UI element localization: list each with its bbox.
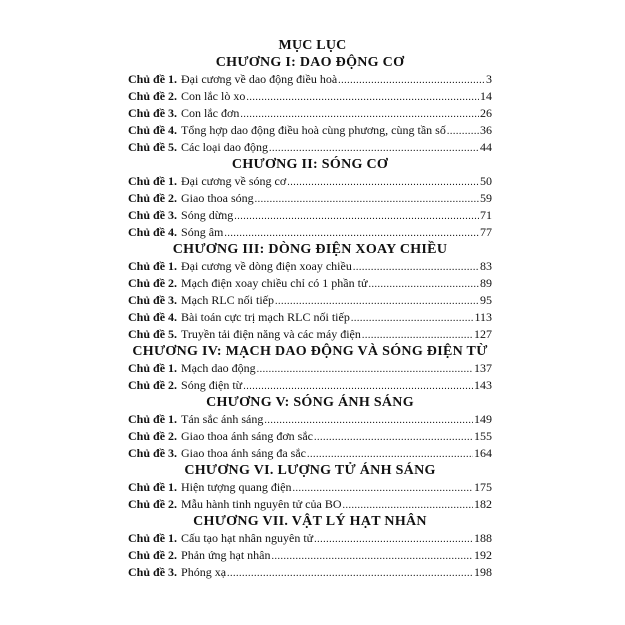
dot-leader (338, 72, 485, 89)
entry-label: Chủ đề 4. (128, 225, 178, 239)
entry-page-number: 83 (480, 259, 492, 273)
toc-entry (128, 190, 492, 207)
entry-page-number: 44 (480, 140, 492, 154)
entry-label: Chủ đề 2. (128, 548, 178, 562)
entry-label: Chủ đề 1. (128, 531, 178, 545)
dot-leader (243, 378, 473, 395)
entry-page-number: 175 (474, 480, 492, 494)
entry-page-number: 26 (480, 106, 492, 120)
toc-entry (128, 547, 492, 564)
entry-page-number: 50 (480, 174, 492, 188)
entry-label: Chủ đề 2. (128, 191, 178, 205)
dot-leader (234, 208, 479, 225)
entry-title: Sóng dừng (181, 208, 234, 222)
entry-page-number: 127 (474, 327, 492, 341)
toc-entry (128, 224, 492, 241)
entry-label: Chủ đề 1. (128, 361, 178, 375)
toc-entry (128, 105, 492, 122)
toc-entry (128, 292, 492, 309)
entry-page-number: 113 (474, 310, 492, 324)
entry-label: Chủ đề 3. (128, 106, 178, 120)
entry-title: Giao thoa ánh sáng đơn sắc (181, 429, 313, 443)
dot-leader (314, 429, 473, 446)
entry-label: Chủ đề 1. (128, 480, 178, 494)
dot-leader (447, 123, 479, 140)
dot-leader (353, 259, 479, 276)
toc-entry (128, 88, 492, 105)
dot-leader (269, 140, 479, 157)
entry-label: Chủ đề 3. (128, 565, 178, 579)
entry-label: Chủ đề 1. (128, 72, 178, 86)
dot-leader (227, 565, 473, 582)
entry-label: Chủ đề 5. (128, 327, 178, 341)
dot-leader (351, 310, 474, 327)
toc-entry (128, 360, 492, 377)
entry-title: Phản ứng hạt nhân (181, 548, 271, 562)
entry-label: Chủ đề 2. (128, 429, 178, 443)
toc-entry (128, 564, 492, 581)
entry-title: Sóng điện từ (181, 378, 243, 392)
entry-page-number: 188 (474, 531, 492, 545)
dot-leader (275, 293, 479, 310)
entry-title: Truyền tải điện năng và các máy điện (181, 327, 361, 341)
entry-title: Con lắc đơn (181, 106, 240, 120)
entry-label: Chủ đề 2. (128, 89, 178, 103)
dot-leader (293, 480, 473, 497)
chapter-heading: CHƯƠNG VI. LƯỢNG TỬ ÁNH SÁNG (184, 463, 436, 478)
entry-label: Chủ đề 4. (128, 310, 178, 324)
entry-title: Mạch dao động (181, 361, 256, 375)
entry-page-number: 164 (474, 446, 492, 460)
chapter-heading: CHƯƠNG V: SÓNG ÁNH SÁNG (206, 395, 414, 410)
entry-label: Chủ đề 5. (128, 140, 178, 154)
entry-title: Mạch điện xoay chiều chỉ có 1 phần tử (181, 276, 368, 290)
entry-label: Chủ đề 3. (128, 446, 178, 460)
entry-title: Giao thoa sóng (181, 191, 254, 205)
entry-page-number: 71 (480, 208, 492, 222)
entry-label: Chủ đề 2. (128, 276, 178, 290)
entry-label: Chủ đề 1. (128, 412, 178, 426)
dot-leader (272, 548, 473, 565)
dot-leader (240, 106, 479, 123)
chapter-heading: CHƯƠNG IV: MẠCH DAO ĐỘNG VÀ SÓNG ĐIỆN TỪ (132, 344, 488, 359)
toc-entry (128, 445, 492, 462)
entry-page-number: 95 (480, 293, 492, 307)
entry-page-number: 59 (480, 191, 492, 205)
chapter-heading: CHƯƠNG I: DAO ĐỘNG CƠ (215, 55, 405, 70)
toc-entry (128, 173, 492, 190)
entry-title: Mẫu hành tinh nguyên tử của BO (181, 497, 342, 511)
dot-leader (224, 225, 479, 242)
entry-title: Cấu tạo hạt nhân nguyên tử (181, 531, 314, 545)
dot-leader (287, 174, 479, 191)
entry-title: Mạch RLC nối tiếp (181, 293, 275, 307)
entry-page-number: 77 (480, 225, 492, 239)
entry-label: Chủ đề 1. (128, 174, 178, 188)
toc-entry (128, 411, 492, 428)
entry-page-number: 192 (474, 548, 492, 562)
entry-label: Chủ đề 2. (128, 497, 178, 511)
entry-label: Chủ đề 2. (128, 378, 178, 392)
toc-entry (128, 122, 492, 139)
entry-title: Tổng hợp dao động điều hoà cùng phương, cùng tần số (181, 123, 446, 137)
entry-title: Đại cương về sóng cơ (181, 174, 287, 188)
dot-leader (255, 191, 479, 208)
entry-title: Bài toán cực trị mạch RLC nối tiếp (181, 310, 350, 324)
entry-title: Đại cương về dao động điều hoà (181, 72, 338, 86)
dot-leader (314, 531, 473, 548)
dot-leader (257, 361, 473, 378)
chapter-heading: CHƯƠNG VII. VẬT LÝ HẠT NHÂN (193, 514, 427, 529)
entry-page-number: 149 (474, 412, 492, 426)
entry-title: Tán sắc ánh sáng (181, 412, 264, 426)
entry-title: Đại cương về dòng điện xoay chiều (181, 259, 352, 273)
toc-entry (128, 275, 492, 292)
toc-entry (128, 496, 492, 513)
entry-title: Phóng xạ (181, 565, 227, 579)
toc-entry (128, 207, 492, 224)
entry-title: Giao thoa ánh sáng đa sắc (181, 446, 306, 460)
entry-title: Các loại dao động (181, 140, 268, 154)
toc-title: MỤC LỤC (278, 38, 347, 53)
dot-leader (362, 327, 473, 344)
toc-entry (128, 479, 492, 496)
entry-page-number: 155 (474, 429, 492, 443)
entry-title: Con lắc lò xo (181, 89, 246, 103)
entry-label: Chủ đề 3. (128, 293, 178, 307)
entry-label: Chủ đề 4. (128, 123, 178, 137)
dot-leader (343, 497, 474, 514)
toc-entry (128, 530, 492, 547)
chapter-heading: CHƯƠNG III: DÒNG ĐIỆN XOAY CHIỀU (172, 242, 448, 257)
table-of-contents (128, 54, 492, 581)
entry-page-number: 14 (480, 89, 492, 103)
entry-page-number: 198 (474, 565, 492, 579)
dot-leader (307, 446, 473, 463)
chapter-heading: CHƯƠNG II: SÓNG CƠ (231, 157, 389, 172)
dot-leader (264, 412, 473, 429)
toc-entry (128, 377, 492, 394)
toc-entry (128, 258, 492, 275)
entry-page-number: 143 (474, 378, 492, 392)
entry-label: Chủ đề 3. (128, 208, 178, 222)
toc-entry (128, 326, 492, 343)
entry-page-number: 3 (486, 72, 492, 86)
entry-label: Chủ đề 1. (128, 259, 178, 273)
entry-title: Hiện tượng quang điện (181, 480, 292, 494)
toc-entry (128, 309, 492, 326)
entry-page-number: 182 (474, 497, 492, 511)
toc-entry (128, 71, 492, 88)
toc-entry (128, 139, 492, 156)
entry-title: Sóng âm (181, 225, 224, 239)
dot-leader (246, 89, 479, 106)
dot-leader (368, 276, 479, 293)
entry-page-number: 89 (480, 276, 492, 290)
toc-entry (128, 428, 492, 445)
entry-page-number: 137 (474, 361, 492, 375)
entry-page-number: 36 (480, 123, 492, 137)
